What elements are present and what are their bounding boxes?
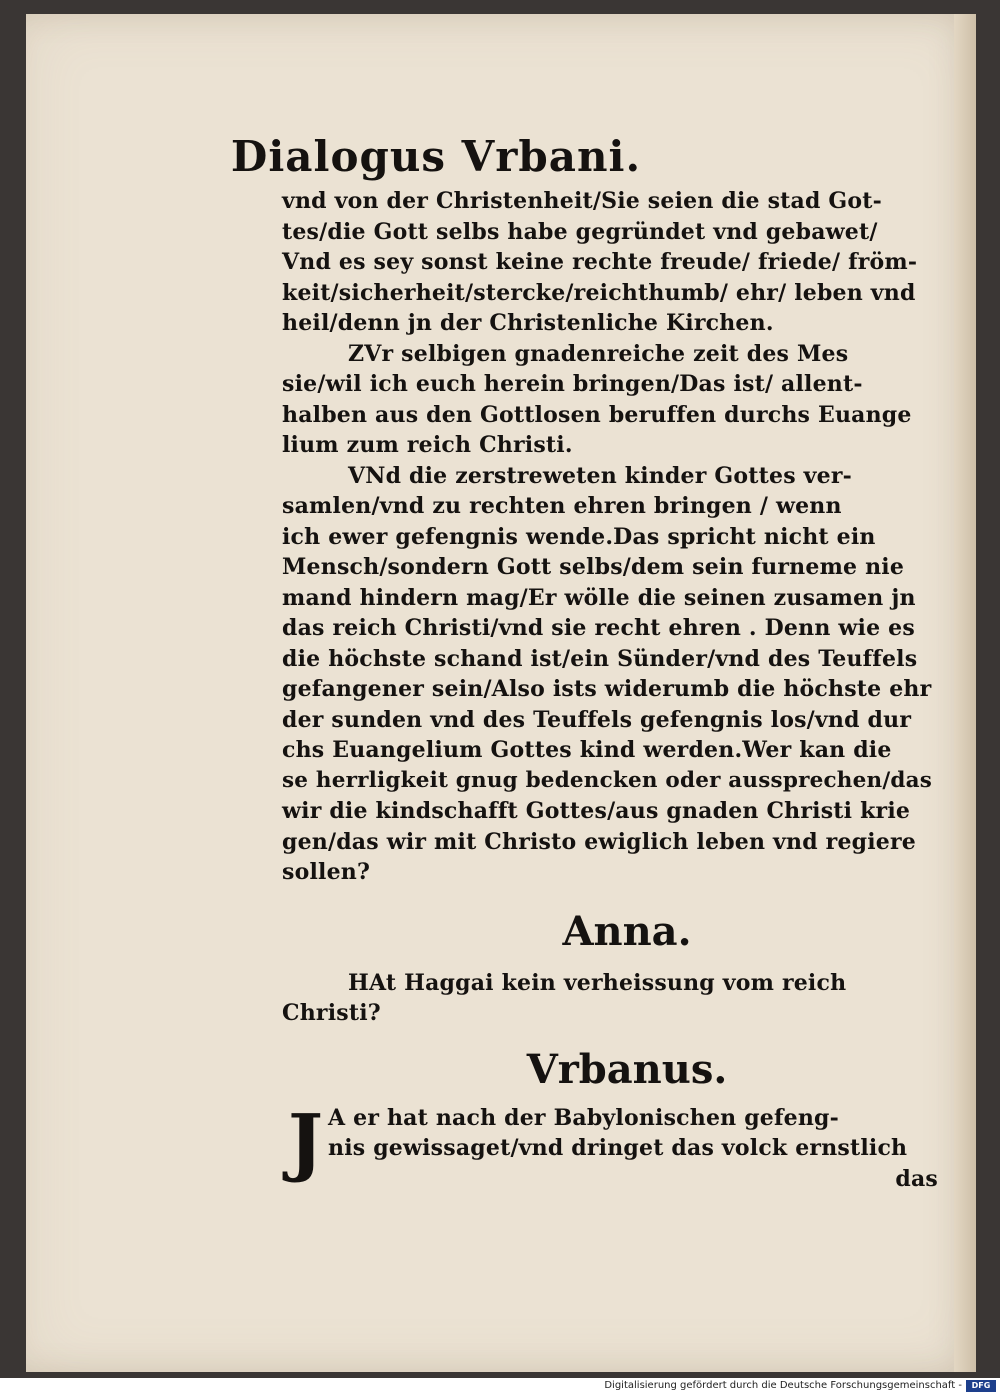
book-page: [26, 14, 976, 1372]
text-line: ich ewer gefengnis wende.Das spricht nicht ein: [282, 523, 876, 550]
text-line: der sunden vnd des Teuffels gefengnis los/vnd dur: [282, 706, 912, 733]
paragraph-5: [282, 1098, 942, 1195]
drop-cap: J: [288, 1098, 324, 1185]
text-line: HAt Haggai kein verheissung vom reich: [348, 969, 847, 996]
text-line: gen/das wir mit Christo ewiglich leben vnd regiere: [282, 828, 916, 855]
page-edge: [954, 14, 976, 1372]
text-line: die höchste schand ist/ein Sünder/vnd des Teuffels: [282, 645, 918, 672]
speaker-heading-urbanus: Vrbanus.: [526, 1045, 728, 1093]
text-line: mand hindern mag/Er wölle die seinen zusamen jn: [282, 584, 916, 611]
text-line: A er hat nach der Babylonischen gefeng-: [328, 1104, 839, 1131]
text-block: [282, 186, 942, 1194]
text-line: lium zum reich Christi.: [282, 432, 573, 458]
text-line: VNd die zerstreweten kinder Gottes ver-: [348, 462, 852, 489]
text-line: Vnd es sey sonst keine rechte freude/ friede/ fröm-: [282, 249, 918, 275]
paragraph-3: [282, 461, 942, 888]
text-line: gefangener sein/Also ists widerumb die höchste ehr: [282, 676, 932, 702]
text-line: das reich Christi/vnd sie recht ehren . Denn wie es: [282, 615, 915, 641]
text-line: se herrligkeit gnug bedencken oder aussprechen/das: [282, 767, 933, 793]
catchword: das: [895, 1165, 938, 1192]
dfg-logo-icon[interactable]: DFG: [966, 1380, 996, 1392]
text-line: tes/die Gott selbs habe gegründet vnd gebawet/: [282, 218, 878, 245]
text-line: wir die kindschafft Gottes/aus gnaden Christi krie: [282, 798, 911, 824]
text-line: ZVr selbigen gnadenreiche zeit des Mes: [348, 340, 849, 367]
text-line: Mensch/sondern Gott selbs/dem sein furneme nie: [282, 554, 905, 580]
paragraph-4: [282, 968, 942, 1029]
text-line: sollen?: [282, 859, 371, 885]
text-line: keit/sicherheit/stercke/reichthumb/ ehr/ leben vnd: [282, 279, 916, 306]
running-head: Dialogus Vrbani.: [230, 132, 642, 181]
text-line: sie/wil ich euch herein bringen/Das ist/ allent-: [282, 371, 863, 397]
text-line: samlen/vnd zu rechten ehren bringen / wenn: [282, 493, 842, 519]
text-line: Christi?: [282, 1000, 381, 1026]
paragraph-1: [282, 186, 942, 339]
text-line: chs Euangelium Gottes kind werden.Wer kan die: [282, 737, 892, 763]
text-line: nis gewissaget/vnd dringet das volck ernstlich: [328, 1135, 908, 1161]
paragraph-2: [282, 339, 942, 461]
funding-credit: Digitalisierung gefördert durch die Deutsche Forschungsgemeinschaft -: [604, 1380, 962, 1391]
text-line: halben aus den Gottlosen beruffen durchs Euange: [282, 401, 912, 428]
text-line: vnd von der Christenheit/Sie seien die stad Got-: [282, 188, 882, 214]
speaker-heading-anna: Anna.: [562, 907, 692, 955]
footer-bar: [0, 1378, 1000, 1395]
text-line: heil/denn jn der Christenliche Kirchen.: [282, 310, 774, 336]
